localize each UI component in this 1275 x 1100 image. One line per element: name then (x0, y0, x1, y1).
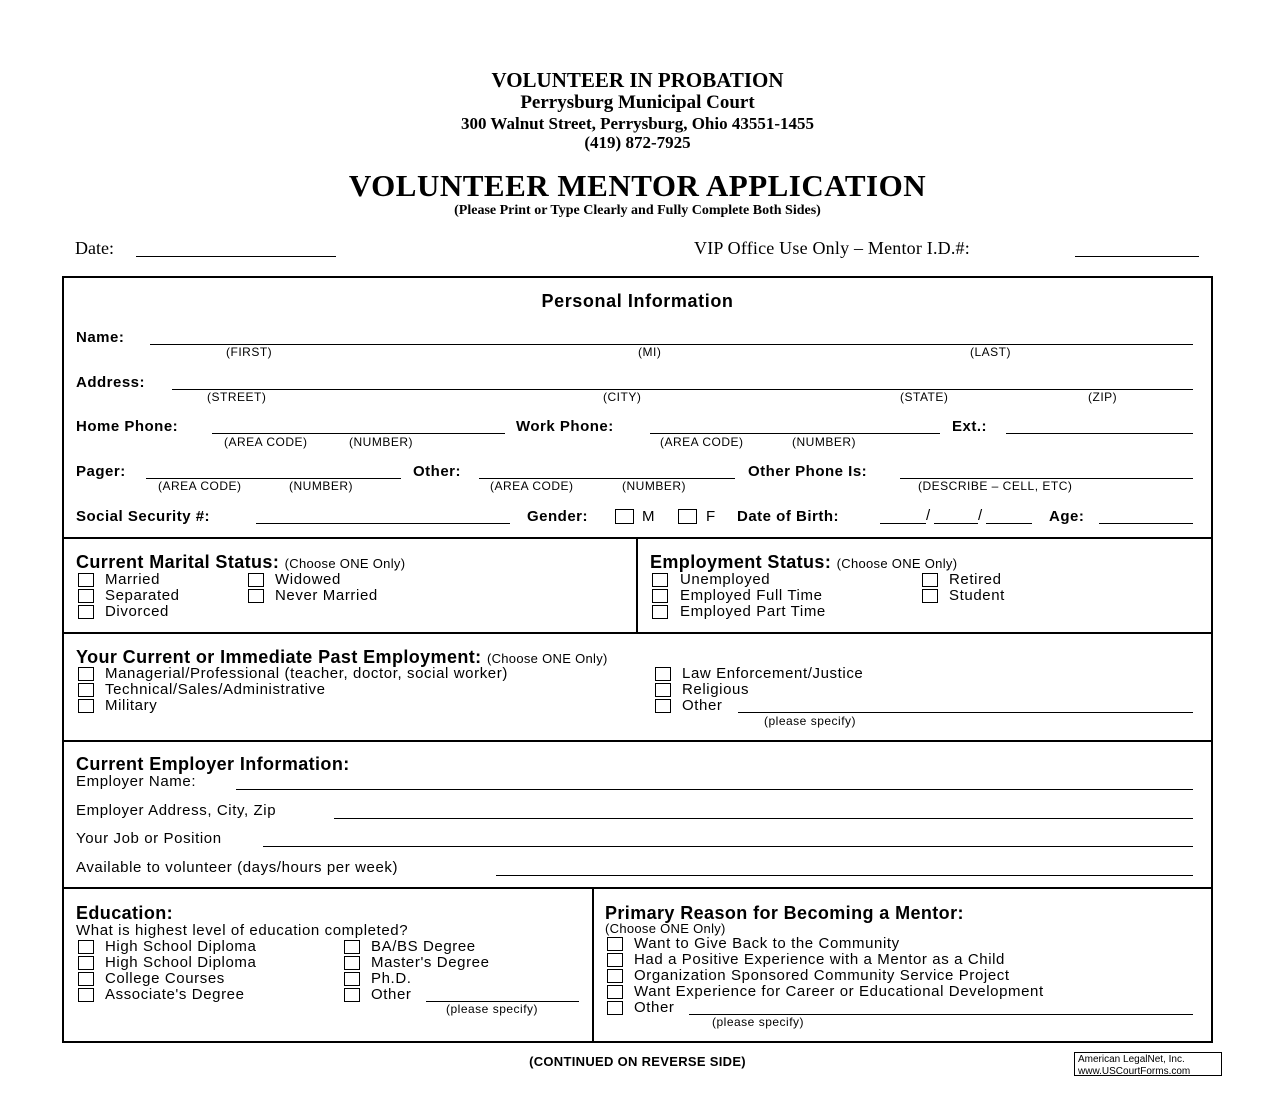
past-managerial-checkbox[interactable] (78, 667, 94, 681)
home-phone-area-hint: (AREA CODE) (224, 435, 308, 449)
other-phone-describe-hint: (DESCRIBE – CELL, ETC) (918, 479, 1073, 493)
past-other-checkbox[interactable] (655, 699, 671, 713)
program-title: VOLUNTEER IN PROBATION (491, 68, 784, 92)
gender-m-checkbox[interactable] (615, 509, 634, 524)
past-managerial-label: Managerial/Professional (teacher, doctor, social worker) (105, 665, 508, 682)
employment-unemployed-label: Unemployed (680, 571, 771, 588)
dob-slash-2: / (978, 507, 983, 524)
work-phone-label: Work Phone: (516, 418, 614, 435)
address-zip-hint: (ZIP) (1088, 390, 1118, 404)
reason-other-label: Other (634, 999, 675, 1016)
edu-hs-diploma-label: High School Diploma (105, 938, 257, 955)
name-first-hint: (FIRST) (226, 345, 273, 359)
employer-address-field[interactable] (334, 818, 1193, 819)
address-street-hint: (STREET) (207, 390, 267, 404)
other-phone-area-hint: (AREA CODE) (490, 479, 574, 493)
employment-full-time-label: Employed Full Time (680, 587, 823, 604)
marital-divorced-label: Divorced (105, 603, 169, 620)
employment-part-time-label: Employed Part Time (680, 603, 826, 620)
education-title: Education: (76, 903, 173, 923)
past-employment-title: Your Current or Immediate Past Employment: (Choose ONE Only) (76, 647, 608, 667)
employment-part-time-checkbox[interactable] (652, 605, 668, 619)
pager-number-hint: (NUMBER) (289, 479, 353, 493)
past-technical-label: Technical/Sales/Administrative (105, 681, 326, 698)
past-technical-checkbox[interactable] (78, 683, 94, 697)
dob-slash-1: / (926, 507, 931, 524)
name-field[interactable] (150, 344, 1193, 345)
reason-career-checkbox[interactable] (607, 985, 623, 999)
gender-f-checkbox[interactable] (678, 509, 697, 524)
reason-other-checkbox[interactable] (607, 1001, 623, 1015)
address-city-hint: (CITY) (603, 390, 642, 404)
work-phone-field[interactable] (650, 433, 940, 434)
mentor-id-field[interactable] (1075, 256, 1199, 257)
past-law-enforcement-label: Law Enforcement/Justice (682, 665, 864, 682)
name-label: Name: (76, 329, 125, 346)
office-use-label: VIP Office Use Only – Mentor I.D.#: (694, 238, 970, 258)
address-label: Address: (76, 374, 146, 391)
edu-ba-bs-label: BA/BS Degree (371, 938, 476, 955)
edu-ba-bs-checkbox[interactable] (344, 940, 360, 954)
continued-note: (CONTINUED ON REVERSE SIDE) (529, 1054, 746, 1069)
age-label: Age: (1049, 508, 1085, 525)
reason-give-back-label: Want to Give Back to the Community (634, 935, 900, 952)
marital-status-title: Current Marital Status: (Choose ONE Only) (76, 552, 406, 572)
ext-label: Ext.: (952, 418, 988, 435)
address-state-hint: (STATE) (900, 390, 949, 404)
personal-info-title: Personal Information (541, 291, 734, 311)
name-last-hint: (LAST) (970, 345, 1012, 359)
marital-widowed-checkbox[interactable] (248, 573, 264, 587)
form-instructions: (Please Print or Type Clearly and Fully Complete Both Sides) (454, 203, 821, 218)
name-mi-hint: (MI) (638, 345, 662, 359)
employment-retired-checkbox[interactable] (922, 573, 938, 587)
employment-status-title: Employment Status: (Choose ONE Only) (650, 552, 958, 572)
marital-widowed-label: Widowed (275, 571, 341, 588)
employer-name-label: Employer Name: (76, 773, 197, 790)
employment-student-label: Student (949, 587, 1005, 604)
publisher-website[interactable]: www.USCourtForms.com (1078, 1066, 1191, 1077)
dob-month-field[interactable] (880, 523, 926, 524)
past-military-checkbox[interactable] (78, 699, 94, 713)
work-phone-number-hint: (NUMBER) (792, 435, 856, 449)
marital-never-married-label: Never Married (275, 587, 378, 604)
past-law-enforcement-checkbox[interactable] (655, 667, 671, 681)
availability-field[interactable] (496, 875, 1193, 876)
home-phone-number-hint: (NUMBER) (349, 435, 413, 449)
form-title: VOLUNTEER MENTOR APPLICATION (348, 168, 927, 203)
past-other-specify-field[interactable] (738, 712, 1193, 713)
home-phone-field[interactable] (212, 433, 505, 434)
dob-day-field[interactable] (934, 523, 978, 524)
home-phone-label: Home Phone: (76, 418, 179, 435)
edu-hs-diploma-2-checkbox[interactable] (78, 956, 94, 970)
reason-career-label: Want Experience for Career or Educational Development (634, 983, 1044, 1000)
education-question: What is highest level of education completed? (76, 922, 409, 939)
employer-title: Current Employer Information: (76, 754, 350, 774)
other-phone-label: Other: (413, 463, 461, 480)
ssn-field[interactable] (256, 523, 510, 524)
reason-positive-experience-checkbox[interactable] (607, 953, 623, 967)
publisher-name: American LegalNet, Inc. (1078, 1054, 1185, 1065)
reason-positive-experience-label: Had a Positive Experience with a Mentor as a Child (634, 951, 1006, 968)
edu-other-checkbox[interactable] (344, 988, 360, 1002)
divider-status (62, 632, 1213, 634)
address-field[interactable] (172, 389, 1193, 390)
court-phone: (419) 872-7925 (584, 133, 691, 152)
edu-other-specify-hint: (please specify) (446, 1002, 539, 1016)
employer-address-label: Employer Address, City, Zip (76, 802, 277, 819)
court-name: Perrysburg Municipal Court (520, 92, 755, 113)
marital-divorced-checkbox[interactable] (78, 605, 94, 619)
age-field[interactable] (1099, 523, 1193, 524)
marital-never-married-checkbox[interactable] (248, 589, 264, 603)
reason-title: Primary Reason for Becoming a Mentor: (605, 903, 964, 923)
gender-f-label: F (706, 508, 716, 525)
past-other-specify-hint: (please specify) (764, 714, 857, 728)
divider-education-vertical (592, 887, 594, 1043)
edu-other-label: Other (371, 986, 412, 1003)
reason-other-specify-hint: (please specify) (712, 1015, 805, 1029)
marital-separated-checkbox[interactable] (78, 589, 94, 603)
dob-year-field[interactable] (986, 523, 1032, 524)
edu-college-checkbox[interactable] (78, 972, 94, 986)
employment-retired-label: Retired (949, 571, 1002, 588)
court-address: 300 Walnut Street, Perrysburg, Ohio 43551-1455 (460, 114, 815, 133)
employment-student-checkbox[interactable] (922, 589, 938, 603)
marital-separated-label: Separated (105, 587, 180, 604)
employment-status-note: (Choose ONE Only) (836, 556, 958, 571)
job-position-field[interactable] (263, 846, 1193, 847)
edu-phd-label: Ph.D. (371, 970, 412, 987)
ssn-label: Social Security #: (76, 508, 211, 525)
date-label: Date: (75, 238, 114, 258)
past-employment-note: (Choose ONE Only) (486, 651, 608, 666)
marital-married-label: Married (105, 571, 161, 588)
past-other-label: Other (682, 697, 723, 714)
edu-phd-checkbox[interactable] (344, 972, 360, 986)
gender-label: Gender: (527, 508, 589, 525)
employment-unemployed-checkbox[interactable] (652, 573, 668, 587)
reason-note: (Choose ONE Only) (605, 921, 726, 936)
availability-label: Available to volunteer (days/hours per week) (76, 859, 399, 876)
marital-married-checkbox[interactable] (78, 573, 94, 587)
reason-organization-checkbox[interactable] (607, 969, 623, 983)
edu-college-label: College Courses (105, 970, 225, 987)
other-phone-is-label: Other Phone Is: (748, 463, 868, 480)
pager-label: Pager: (76, 463, 126, 480)
edu-hs-diploma-2-label: High School Diploma (105, 954, 257, 971)
edu-masters-label: Master's Degree (371, 954, 490, 971)
work-phone-area-hint: (AREA CODE) (660, 435, 744, 449)
divider-past-employment (62, 740, 1213, 742)
reason-give-back-checkbox[interactable] (607, 937, 623, 951)
edu-associates-checkbox[interactable] (78, 988, 94, 1002)
past-military-label: Military (105, 697, 158, 714)
publisher-badge (1074, 1052, 1222, 1076)
past-religious-checkbox[interactable] (655, 683, 671, 697)
ext-field[interactable] (1006, 433, 1193, 434)
reason-organization-label: Organization Sponsored Community Service Project (634, 967, 1010, 984)
dob-label: Date of Birth: (737, 508, 839, 525)
pager-area-hint: (AREA CODE) (158, 479, 242, 493)
divider-status-vertical (636, 537, 638, 634)
other-phone-number-hint: (NUMBER) (622, 479, 686, 493)
employer-name-field[interactable] (236, 789, 1193, 790)
date-field[interactable] (136, 256, 336, 257)
edu-masters-checkbox[interactable] (344, 956, 360, 970)
gender-m-label: M (642, 508, 655, 525)
divider-employer (62, 887, 1213, 889)
past-religious-label: Religious (682, 681, 750, 698)
edu-associates-label: Associate's Degree (105, 986, 245, 1003)
employment-full-time-checkbox[interactable] (652, 589, 668, 603)
edu-hs-diploma-checkbox[interactable] (78, 940, 94, 954)
marital-status-note: (Choose ONE Only) (284, 556, 406, 571)
job-position-label: Your Job or Position (76, 830, 222, 847)
